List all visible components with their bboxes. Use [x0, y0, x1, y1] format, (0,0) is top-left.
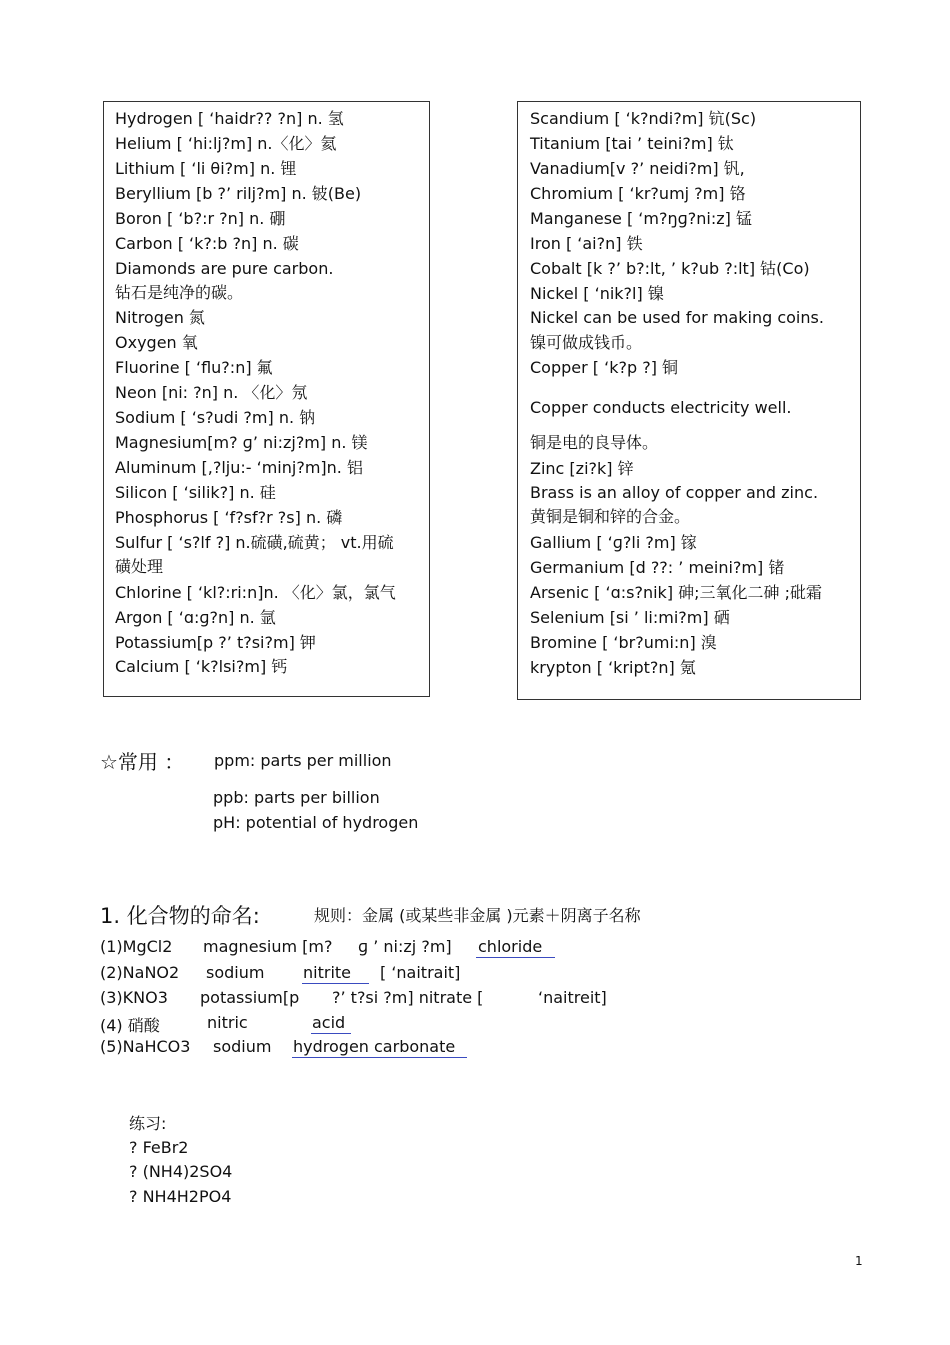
element-entry: 黄铜是铜和锌的合金。 [530, 507, 691, 526]
element-entry: Selenium [si ’ li:mi?m] 硒 [530, 608, 730, 627]
practice-title: 练习: [129, 1114, 167, 1133]
element-entry: Aluminum [,?lju:- ‘minj?m]n. 铝 [115, 458, 363, 477]
element-entry: Hydrogen [ ‘haidr?? ?n] n. 氢 [115, 109, 344, 128]
element-entry: Iron [ ‘ai?n] 铁 [530, 234, 643, 253]
practice-item: ? (NH4)2SO4 [129, 1162, 233, 1181]
element-entry: Potassium[p ?’ t?si?m] 钾 [115, 633, 316, 652]
element-entry: Oxygen 氧 [115, 333, 198, 352]
page-number: 1 [855, 1254, 863, 1268]
element-entry: Vanadium[v ?’ neidi?m] 钒, [530, 159, 745, 178]
element-entry: 磺处理 [115, 557, 164, 576]
element-entry: 镍可做成钱币。 [530, 333, 643, 352]
element-entry: Argon [ ‘ɑ:ɡ?n] n. 氩 [115, 608, 276, 627]
element-entry: Bromine [ ‘br?umi:n] 溴 [530, 633, 717, 652]
element-entry: Manganese [ ‘m?ŋɡ?ni:z] 锰 [530, 209, 752, 228]
element-entry: Silicon [ ‘silik?] n. 硅 [115, 483, 276, 502]
element-entry: Brass is an alloy of copper and zinc. [530, 483, 819, 502]
common-item: ppb: parts per billion [213, 788, 380, 807]
element-entry: Nickel can be used for making coins. [530, 308, 824, 327]
element-entry: Nickel [ ‘nik?l] 镍 [530, 284, 664, 303]
section-rule: 规则：金属 (或某些非金属 )元素＋阴离子名称 [314, 906, 641, 925]
element-entry: Magnesium[m? ɡ’ ni:zj?m] n. 镁 [115, 433, 368, 452]
practice-item: ? NH4H2PO4 [129, 1187, 232, 1206]
element-entry: Titanium [tai ’ teini?m] 钛 [530, 134, 734, 153]
element-entry: 铜是电的良导体。 [530, 433, 659, 452]
element-entry: Arsenic [ ‘ɑ:s?nik] 砷;三氧化二砷 ;砒霜 [530, 583, 823, 602]
element-entry: Zinc [zi?k] 锌 [530, 459, 634, 478]
element-entry: Germanium [d ??: ’ meini?m] 锗 [530, 558, 785, 577]
common-label: ☆常用 ： [100, 750, 185, 774]
element-entry: krypton [ ‘kript?n] 氪 [530, 658, 696, 677]
element-entry: Scandium [ ‘k?ndi?m] 钪(Sc) [530, 109, 757, 128]
common-item: pH: potential of hydrogen [213, 813, 419, 832]
element-entry: Chromium [ ‘kr?umj ?m] 铬 [530, 184, 746, 203]
element-entry: Chlorine [ ‘kl?:ri:n]n. 〈化〉氯，氯气 [115, 583, 396, 602]
element-entry: Sulfur [ ‘s?lf ?] n.硫磺,硫黄； vt.用硫 [115, 533, 394, 552]
element-entry: Gallium [ ‘ɡ?li ?m] 镓 [530, 533, 697, 552]
element-entry: Fluorine [ ‘flu?:n] 氟 [115, 358, 273, 377]
common-item: ppm: parts per million [214, 751, 392, 770]
section-title: 1. 化合物的命名: [100, 904, 260, 928]
element-entry: Copper [ ‘k?p ?] 铜 [530, 358, 679, 377]
element-entry: Beryllium [b ?’ rilj?m] n. 铍(Be) [115, 184, 362, 203]
element-entry: Lithium [ ‘li θi?m] n. 锂 [115, 159, 297, 178]
element-entry: Carbon [ ‘k?:b ?n] n. 碳 [115, 234, 299, 253]
element-entry: Neon [ni: ?n] n. 〈化〉氖 [115, 383, 308, 402]
element-entry: Copper conducts electricity well. [530, 398, 792, 417]
element-entry: Nitrogen 氮 [115, 308, 205, 327]
element-entry: Boron [ ‘b?:r ?n] n. 硼 [115, 209, 286, 228]
element-entry: Phosphorus [ ‘f?sf?r ?s] n. 磷 [115, 508, 343, 527]
element-entry: Cobalt [k ?’ b?:lt, ’ k?ub ?:lt] 钴(Co) [530, 259, 810, 278]
element-entry: Diamonds are pure carbon. [115, 259, 334, 278]
practice-item: ? FeBr2 [129, 1138, 189, 1157]
element-entry: Sodium [ ‘s?udi ?m] n. 钠 [115, 408, 316, 427]
element-entry: 钻石是纯净的碳。 [115, 283, 244, 302]
element-entry: Helium [ ‘hi:lj?m] n.〈化〉氦 [115, 134, 337, 153]
element-entry: Calcium [ ‘k?lsi?m] 钙 [115, 657, 288, 676]
